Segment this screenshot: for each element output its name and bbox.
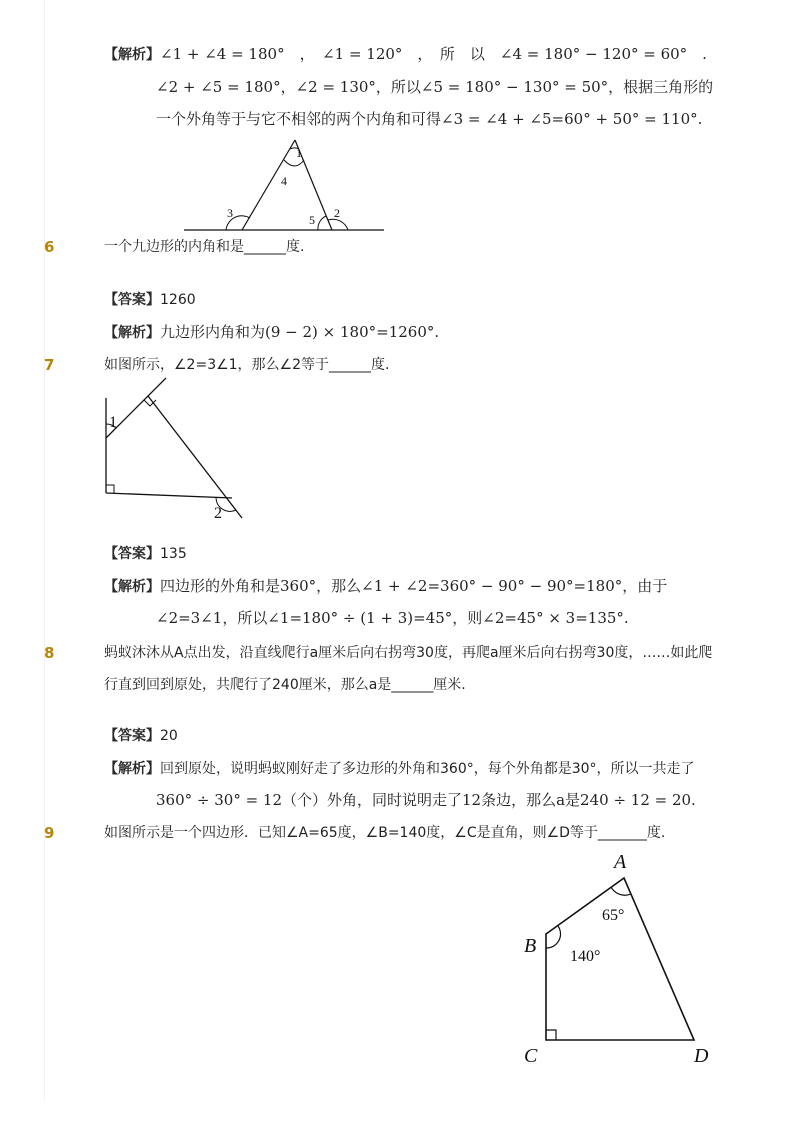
right-angle-mark-bottom [106,485,114,493]
angle-arc-5 [318,216,326,230]
q7-answer-value: 135 [160,546,187,562]
answer-label: 【答案】 [104,292,160,308]
q6-answer [104,290,196,310]
q7-analysis-line2: ∠2=3∠1，所以∠1=180° ÷ (1 + 3)=45°，则∠2=45° × 3=135°. [156,609,629,627]
q8-analysis-line2: 360° ÷ 30° = 12（个）外角，同时说明走了12条边，那么a是240 ÷ 12 = 20. [156,791,696,809]
q8-analysis-text-1: 回到原处，说明蚂蚁刚好走了多边形的外角和360°，每个外角都是30°，所以一共走了 [160,761,695,777]
q7-analysis-text-1: 四边形的外角和是360°，那么∠1 + ∠2=360° − 90° − 90°=180°，由于 [160,577,668,595]
q9-number: 9 [44,824,55,842]
bottom-side [106,493,232,498]
q6-answer-value: 1260 [160,292,196,308]
answer-label: 【答案】 [104,546,160,562]
q8-question-line2: 行直到回到原处，共爬行了240厘米，那么a是______厘米. [104,677,466,693]
label-angle-4: 4 [281,174,287,188]
q8-answer-value: 20 [160,728,178,744]
q6-analysis-text: 九边形内角和为(9 − 2) × 180°=1260°. [160,323,440,341]
quadrilateral-abcd [546,878,694,1040]
angle-label-a: 65° [602,907,625,924]
label-angle-2: 2 [214,505,222,522]
q8-answer [104,726,178,746]
angle-arc-4 [284,160,304,166]
label-angle-5: 5 [309,213,315,227]
q6-number: 6 [44,238,55,256]
page-margin-rule [44,0,45,1100]
q8-analysis-line1 [104,759,695,779]
q5-analysis-text-1: ∠1 + ∠4 = 180° ， ∠1 = 120° ， 所 以 ∠4 = 180° − 120° = 60° . [160,45,707,63]
analysis-label: 【解析】 [104,325,160,341]
label-angle-1: 1 [296,146,302,160]
label-angle-1: 1 [109,414,117,431]
q5-triangle-figure [180,138,390,234]
vertex-label-d: D [694,1045,709,1067]
label-angle-3: 3 [227,206,233,220]
analysis-label: 【解析】 [104,47,160,63]
q7-analysis-line1 [104,576,667,597]
q9-question: 如图所示是一个四边形．已知∠A=65度，∠B=140度，∠C是直角，则∠D等于_______度. [104,825,666,841]
q7-number: 7 [44,356,55,374]
label-angle-2: 2 [334,206,340,220]
q8-number: 8 [44,644,55,662]
q6-question: 一个九边形的内角和是______度. [104,239,305,255]
triangle-left-side [242,140,295,230]
q5-analysis-line3: 一个外角等于与它不相邻的两个内角和可得∠3 = ∠4 + ∠5=60° + 50° = 110°. [156,110,703,128]
q6-analysis [104,322,439,343]
q5-analysis-line1 [104,44,707,65]
angle-label-b: 140° [570,948,601,965]
q9-quadrilateral-figure [518,846,718,1071]
q5-analysis-line2: ∠2 + ∠5 = 180°，∠2 = 130°，所以∠5 = 180° − 130° = 50°，根据三角形的 [156,78,714,96]
vertex-label-a: A [614,851,627,873]
q7-answer [104,544,187,564]
q7-question: 如图所示，∠2=3∠1，那么∠2等于______度. [104,357,390,373]
q7-quadrilateral-figure [100,378,250,523]
analysis-label: 【解析】 [104,761,160,777]
vertex-label-b: B [524,935,537,957]
analysis-label: 【解析】 [104,579,160,595]
q8-question-line1: 蚂蚁沐沐从A点出发，沿直线爬行a厘米后向右拐弯30度，再爬a厘米后向右拐弯30度，……如此爬 [104,645,713,661]
vertex-label-c: C [524,1045,538,1067]
answer-label: 【答案】 [104,728,160,744]
right-angle-mark-c [546,1030,556,1040]
right-side [148,396,242,518]
